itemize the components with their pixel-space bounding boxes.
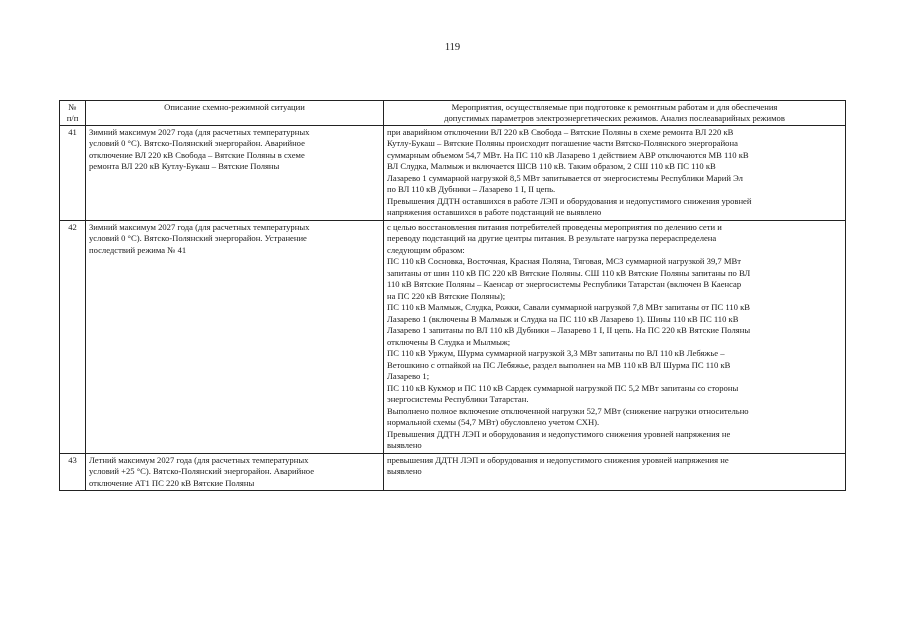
measures-line: отключены В Слудка и Мылмыж;: [387, 336, 511, 347]
table-row: [60, 125, 846, 220]
table-header-row: [60, 101, 846, 126]
measures-line: Лазарево 1 запитаны по ВЛ 110 кВ Дубники – Лазарево 1 I, II цепь. На ПС 220 кВ Вятские Поляны: [387, 325, 751, 336]
row-number: 43: [60, 453, 86, 491]
situation-line: условий 0 °С). Вятско-Полянский энергорайон. Устранение: [89, 233, 307, 244]
measures-line: переводу подстанций на другие центры питания. В результате нагрузка перераспределена: [387, 233, 717, 244]
header-situation: [86, 101, 384, 126]
measures-line: суммарным объемом 54,7 МВт. На ПС 110 кВ Лазарево 1 действием АВР отключаются МВ 110 кВ: [387, 149, 749, 160]
situation-cell: [86, 125, 384, 220]
header-number-line: №: [68, 102, 77, 112]
situation-line: отключение ВЛ 220 кВ Свобода – Вятские Поляны в схеме: [89, 149, 305, 160]
measures-line: Превышения ДДТН оставшихся в работе ЛЭП и оборудования и недопустимого снижения уровней: [387, 195, 752, 206]
measures-line: Лазарево 1 суммарной нагрузкой 8,5 МВт запитывается от энергосистемы Республики Марий Эл: [387, 172, 743, 183]
header-measures-line: Мероприятия, осуществляемые при подготовке к ремонтным работам и для обеспечения: [451, 102, 778, 112]
table-row: [60, 220, 846, 453]
measures-line: запитаны от шин 110 кВ ПС 220 кВ Вятские Поляны. СШ 110 кВ Вятские Поляны запитаны по ВЛ: [387, 267, 751, 278]
measures-line: Лазарево 1 (включены В Малмыж и Слудка на ПС 110 кВ Лазарево 1). Шины 110 кВ ПС 110 кВ: [387, 313, 739, 324]
measures-line: ПС 110 кВ Кукмор и ПС 110 кВ Сардек суммарной нагрузкой ПС 5,2 МВт запитаны со стороны: [387, 382, 739, 393]
situation-cell: [86, 453, 384, 491]
measures-line: Превышения ДДТН ЛЭП и оборудования и недопустимого снижения уровней напряжения не: [387, 428, 731, 439]
header-number: [60, 101, 86, 126]
row-number: 41: [60, 125, 86, 220]
situation-line: Зимний максимум 2027 года (для расчетных температурных: [89, 126, 310, 137]
situation-line: условий 0 °С). Вятско-Полянский энергорайон. Аварийное: [89, 138, 305, 149]
measures-line: энергосистемы Республики Татарстан.: [387, 394, 529, 405]
situation-cell: [86, 220, 384, 453]
measures-line: ПС 110 кВ Сосновка, Восточная, Красная Поляна, Тяговая, МСЗ суммарной нагрузкой 39,7 МВт: [387, 256, 741, 267]
header-measures-line: допустимых параметров электроэнергетических режимов. Анализ послеаварийных режимов: [444, 112, 785, 123]
measures-line: выявлено: [387, 466, 422, 477]
measures-line: превышения ДДТН ЛЭП и оборудования и недопустимого снижения уровней напряжения не: [387, 454, 729, 465]
measures-line: нормальной схемы (54,7 МВт) обусловлено учетом СХН).: [387, 417, 600, 428]
situation-line: условий +25 °С). Вятско-Полянский энергорайон. Аварийное: [89, 466, 315, 477]
situation-line: Летний максимум 2027 года (для расчетных температурных: [89, 454, 309, 465]
measures-cell: [384, 453, 846, 491]
measures-line: выявлено: [387, 440, 422, 451]
header-situation-label: Описание схемно-режимной ситуации: [164, 102, 305, 112]
measures-line: Ветошкино с отпайкой на ПС Лебяжье, раздел выполнен на МВ 110 кВ ВЛ Шурма ПС 110 кВ: [387, 359, 731, 370]
page-number: 119: [444, 42, 461, 53]
measures-line: ПС 110 кВ Малмыж, Слудка, Рожки, Савали суммарной нагрузкой 7,8 МВт запитаны от ПС 110 кВ: [387, 302, 751, 313]
measures-line: ВЛ Слудка, Малмыж и включается ШСВ 110 кВ. Таким образом, 2 СШ 110 кВ ПС 110 кВ: [387, 161, 716, 172]
table-row: [60, 453, 846, 491]
situation-line: отключение АТ1 ПС 220 кВ Вятские Поляны: [89, 477, 255, 488]
situation-line: последствий режима № 41: [89, 244, 187, 255]
header-measures: [384, 101, 846, 126]
measures-line: следующим образом:: [387, 244, 465, 255]
measures-line: на ПС 220 кВ Вятские Поляны);: [387, 290, 506, 301]
measures-cell: [384, 220, 846, 453]
measures-line: напряжения оставшихся в работе подстанций не выявлено: [387, 207, 602, 218]
measures-line: Выполнено полное включение отключенной нагрузки 52,7 МВт (снижение нагрузки относительно: [387, 405, 749, 416]
situation-line: Зимний максимум 2027 года (для расчетных температурных: [89, 221, 310, 232]
measures-line: Кутлу-Букаш – Вятские Поляны происходит погашение части Вятско-Полянского энергорайона: [387, 138, 738, 149]
regime-table: [59, 100, 846, 491]
row-number: 42: [60, 220, 86, 453]
measures-line: с целью восстановления питания потребителей проведены мероприятия по делению сети и: [387, 221, 722, 232]
measures-line: по ВЛ 110 кВ Дубники – Лазарево 1 I, II цепь.: [387, 184, 556, 195]
measures-line: при аварийном отключении ВЛ 220 кВ Свобода – Вятские Поляны в схеме ремонта ВЛ 220 кВ: [387, 126, 734, 137]
measures-line: Лазарево 1;: [387, 371, 430, 382]
situation-line: ремонта ВЛ 220 кВ Кутлу-Букаш – Вятские Поляны: [89, 161, 280, 172]
measures-line: 110 кВ Вятские Поляны – Каенсар от энергосистемы Республики Татарстан (включен В Каенсар: [387, 279, 742, 290]
header-number-line: п/п: [66, 112, 79, 123]
measures-cell: [384, 125, 846, 220]
measures-line: ПС 110 кВ Уржум, Шурма суммарной нагрузкой 3,3 МВт запитаны по ВЛ 110 кВ Лебяжье –: [387, 348, 725, 359]
